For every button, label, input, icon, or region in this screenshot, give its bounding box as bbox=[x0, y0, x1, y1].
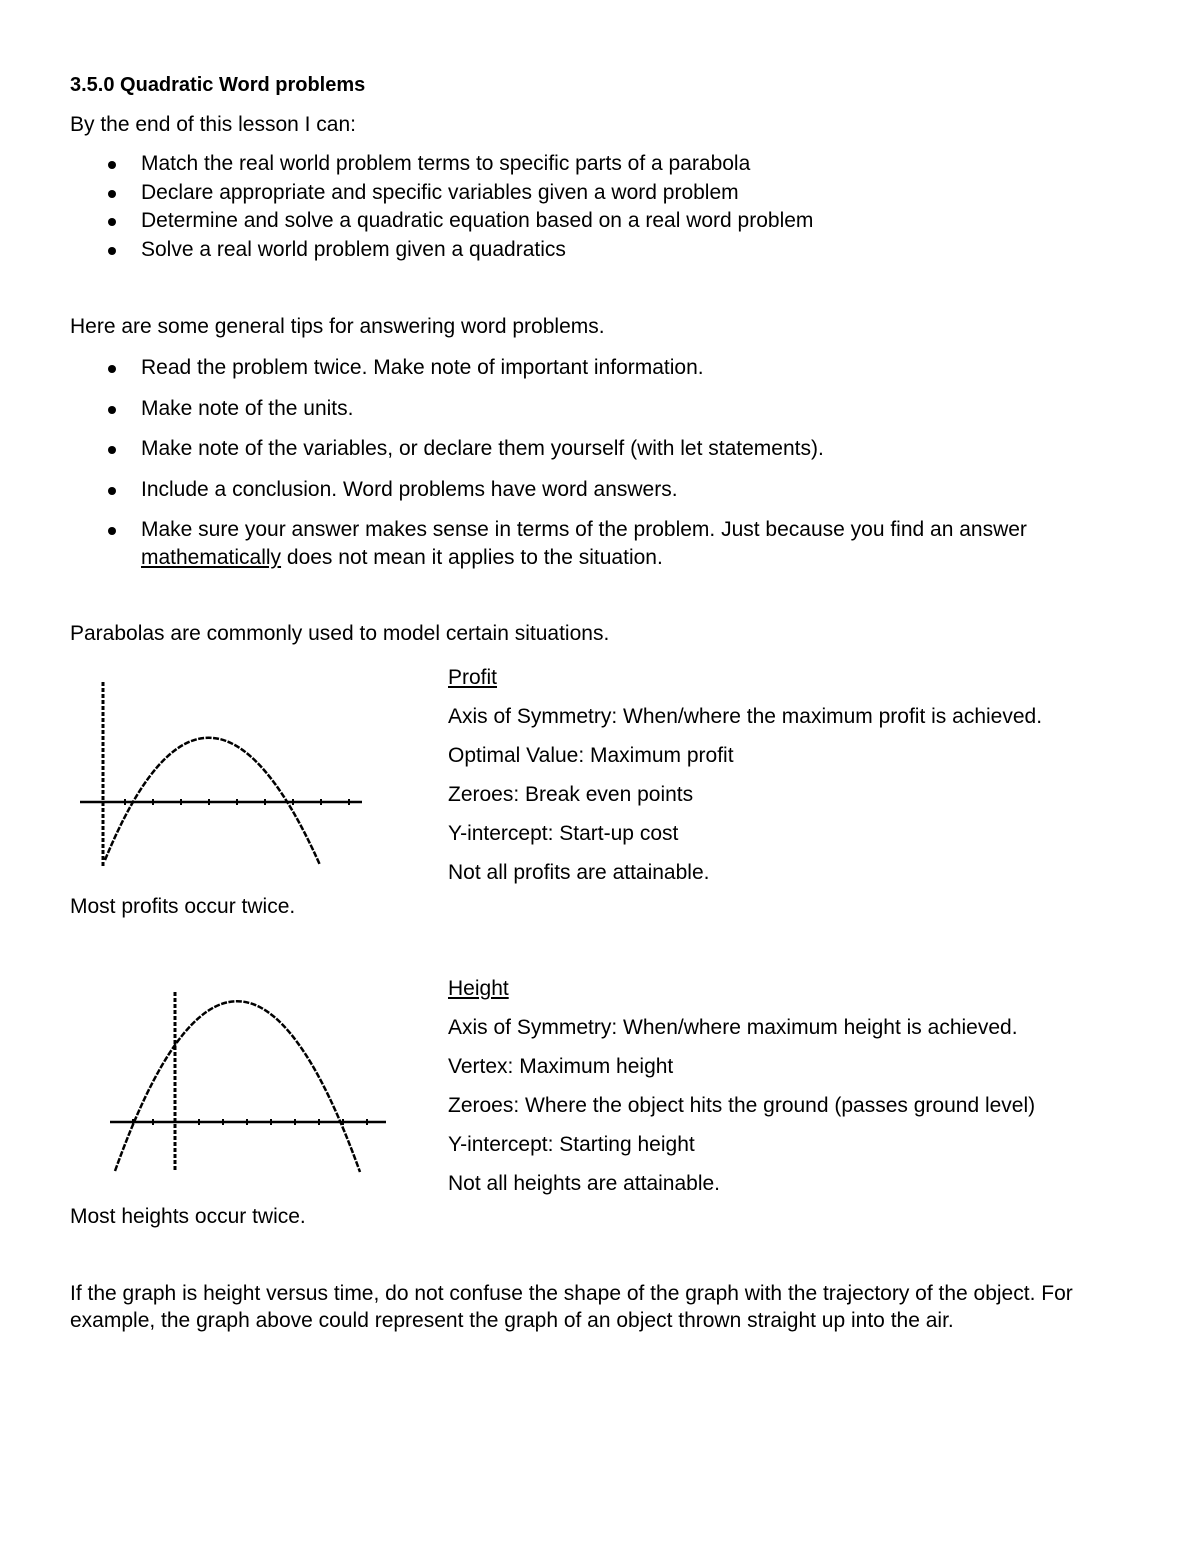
profit-line: Not all profits are attainable. bbox=[448, 861, 710, 884]
list-item: Declare appropriate and specific variables given a word problem bbox=[70, 179, 813, 208]
profit-line: Y-intercept: Start-up cost bbox=[448, 822, 679, 845]
objectives-list bbox=[70, 150, 813, 264]
list-item: Read the problem twice. Make note of important information. bbox=[70, 354, 1141, 382]
profit-heading: Profit bbox=[448, 666, 498, 689]
height-line: Zeroes: Where the object hits the ground (passes ground level) bbox=[448, 1094, 1036, 1117]
height-caption: Most heights occur twice. bbox=[70, 1205, 306, 1228]
list-item: Make note of the variables, or declare them yourself (with let statements). bbox=[70, 435, 1141, 463]
profit-caption: Most profits occur twice. bbox=[70, 895, 296, 918]
list-item: Include a conclusion. Word problems have word answers. bbox=[70, 476, 1141, 504]
page-title: 3.5.0 Quadratic Word problems bbox=[70, 74, 366, 96]
height-line: Not all heights are attainable. bbox=[448, 1172, 721, 1195]
profit-description bbox=[448, 658, 1042, 892]
list-item: Make note of the units. bbox=[70, 395, 1141, 423]
height-line: Axis of Symmetry: When/where maximum height is achieved. bbox=[448, 1016, 1018, 1039]
height-heading: Height bbox=[448, 977, 509, 1000]
tip-text: Make sure your answer makes sense in terms of the problem. Just because you find an answer bbox=[141, 518, 1027, 541]
profit-line: Zeroes: Break even points bbox=[448, 783, 694, 806]
list-item: Match the real world problem terms to specific parts of a parabola bbox=[70, 150, 813, 179]
parabola-intro: Parabolas are commonly used to model certain situations. bbox=[70, 622, 610, 645]
underlined-word: mathematically bbox=[141, 546, 282, 569]
list-item: Determine and solve a quadratic equation based on a real word problem bbox=[70, 207, 813, 236]
objectives-intro: By the end of this lesson I can: bbox=[70, 113, 357, 136]
height-parabola-curve bbox=[115, 1001, 360, 1172]
height-parabola-graph bbox=[105, 985, 395, 1180]
tip-text: does not mean it applies to the situation. bbox=[281, 546, 663, 569]
profit-line: Axis of Symmetry: When/where the maximum profit is achieved. bbox=[448, 705, 1043, 728]
height-description bbox=[448, 969, 1035, 1203]
closing-paragraph: If the graph is height versus time, do not confuse the shape of the graph with the trajectory of the object. For example, the graph above could represent the graph of an object thrown straight up into the air. bbox=[70, 1282, 1073, 1332]
height-line: Vertex: Maximum height bbox=[448, 1055, 674, 1078]
height-line: Y-intercept: Starting height bbox=[448, 1133, 695, 1156]
tips-intro: Here are some general tips for answering word problems. bbox=[70, 315, 605, 338]
tips-list bbox=[70, 354, 1141, 572]
list-item: Solve a real world problem given a quadratics bbox=[70, 236, 813, 265]
profit-parabola-graph bbox=[75, 675, 370, 875]
profit-line: Optimal Value: Maximum profit bbox=[448, 744, 734, 767]
list-item bbox=[70, 516, 1141, 572]
